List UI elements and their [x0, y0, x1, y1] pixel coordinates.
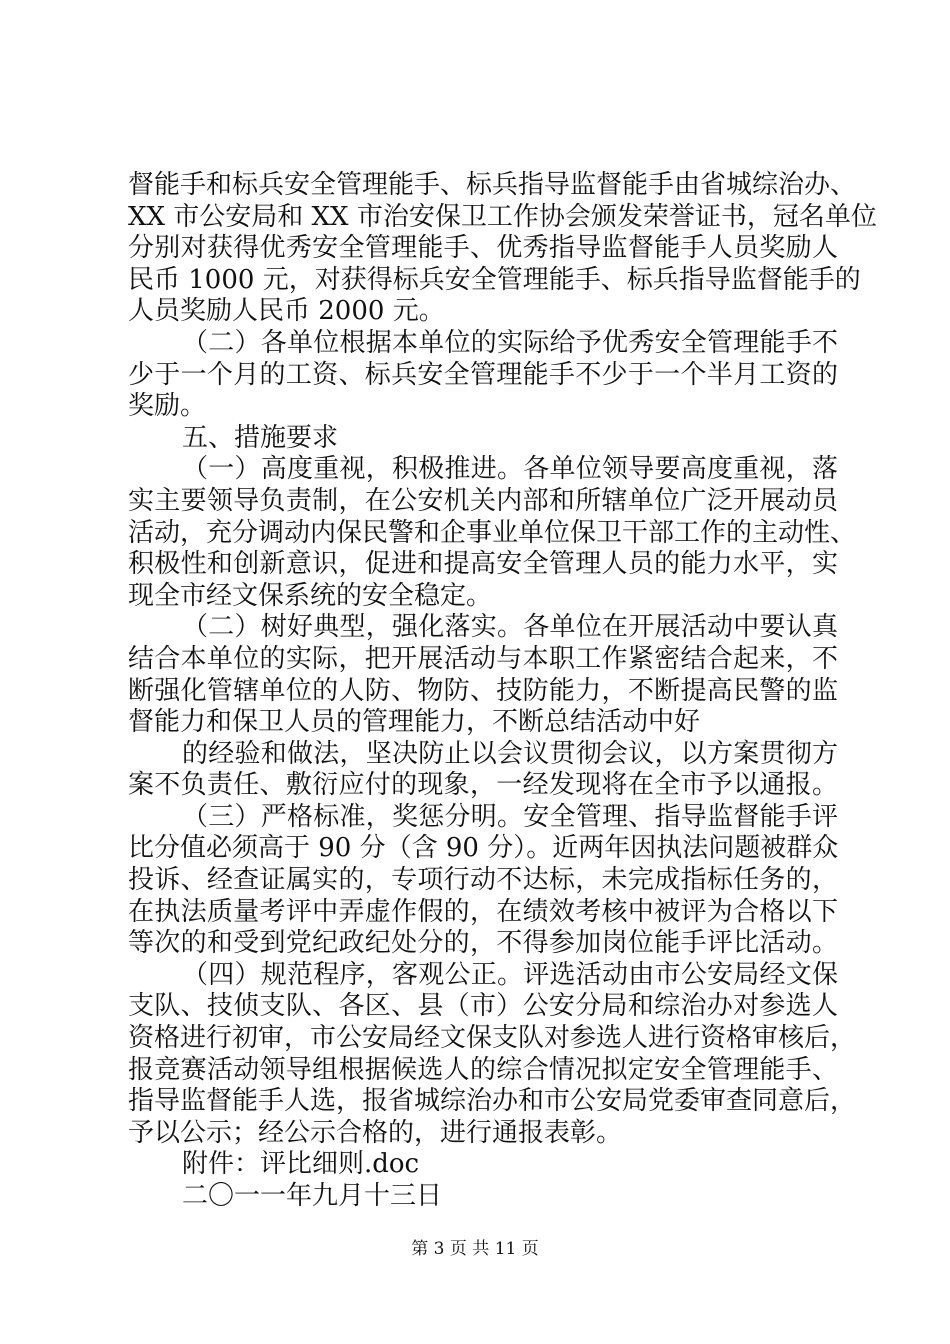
text-line: （二）各单位根据本单位的实际给予优秀安全管理能手不	[182, 327, 838, 358]
text-line: 结合本单位的实际，把开展活动与本职工作紧密结合起来，不	[128, 643, 838, 674]
text-line: 分别对获得优秀安全管理能手、优秀指导监督能手人员奖励人	[128, 233, 838, 264]
text-line: 在执法质量考评中弄虚作假的，在绩效考核中被评为合格以下	[128, 896, 838, 927]
text-line: 资格进行初审，市公安局经文保支队对参选人进行资格审核后，	[128, 1023, 857, 1054]
text-line: 奖励。	[128, 391, 207, 422]
text-line: （二）树好典型，强化落实。各单位在开展活动中要认真	[182, 612, 838, 643]
text-line: （三）严格标准，奖惩分明。安全管理、指导监督能手评	[182, 801, 838, 832]
text-line: 指导监督能手人选，报省城综治办和市公安局党委审查同意后，	[128, 1086, 857, 1117]
text-line: XX 市公安局和 XX 市治安保卫工作协会颁发荣誉证书，冠名单位	[128, 201, 877, 232]
text-line: （一）高度重视，积极推进。各单位领导要高度重视，落	[182, 454, 838, 485]
document-body	[128, 170, 877, 1213]
section-heading: 五、措施要求	[182, 422, 339, 453]
text-line: 报竞赛活动领导组根据候选人的综合情况拟定安全管理能手、	[128, 1054, 838, 1085]
attachment-note: 附件：评比细则.doc	[182, 1149, 420, 1180]
text-line: 断强化管辖单位的人防、物防、技防能力，不断提高民警的监	[128, 675, 838, 706]
text-line: 实主要领导负责制，在公安机关内部和所辖单位广泛开展动员	[128, 485, 838, 516]
text-line: 支队、技侦支队、各区、县（市）公安分局和综治办对参选人	[128, 991, 838, 1022]
text-line: 予以公示；经公示合格的，进行通报表彰。	[128, 1117, 623, 1148]
page-footer: 第 3 页 共 11 页	[411, 1239, 539, 1259]
text-line: 民币 1000 元，对获得标兵安全管理能手、标兵指导监督能手的	[128, 264, 861, 295]
text-line: 人员奖励人民币 2000 元。	[128, 296, 445, 327]
text-line: 督能力和保卫人员的管理能力，不断总结活动中好	[128, 707, 701, 738]
text-line: 投诉、经查证属实的，专项行动不达标，未完成指标任务的，	[128, 865, 838, 896]
text-line: 活动，充分调动内保民警和企事业单位保卫干部工作的主动性、	[128, 517, 857, 548]
text-line: 少于一个月的工资、标兵安全管理能手不少于一个半月工资的	[128, 359, 838, 390]
text-line: 等次的和受到党纪政纪处分的，不得参加岗位能手评比活动。	[128, 928, 838, 959]
text-line: 督能手和标兵安全管理能手、标兵指导监督能手由省城综治办、	[128, 170, 857, 200]
text-line: 积极性和创新意识，促进和提高安全管理人员的能力水平，实	[128, 549, 838, 580]
text-line: （四）规范程序，客观公正。评选活动由市公安局经文保	[182, 959, 838, 990]
text-line: 案不负责任、敷衍应付的现象，一经发现将在全市予以通报。	[128, 770, 838, 801]
text-line: 现全市经文保系统的安全稳定。	[128, 580, 493, 611]
document-date: 二〇一一年九月十三日	[182, 1181, 443, 1211]
text-line: 比分值必须高于 90 分（含 90 分）。近两年因执法问题被群众	[128, 833, 839, 864]
text-line: 的经验和做法，坚决防止以会议贯彻会议，以方案贯彻方	[182, 738, 838, 769]
